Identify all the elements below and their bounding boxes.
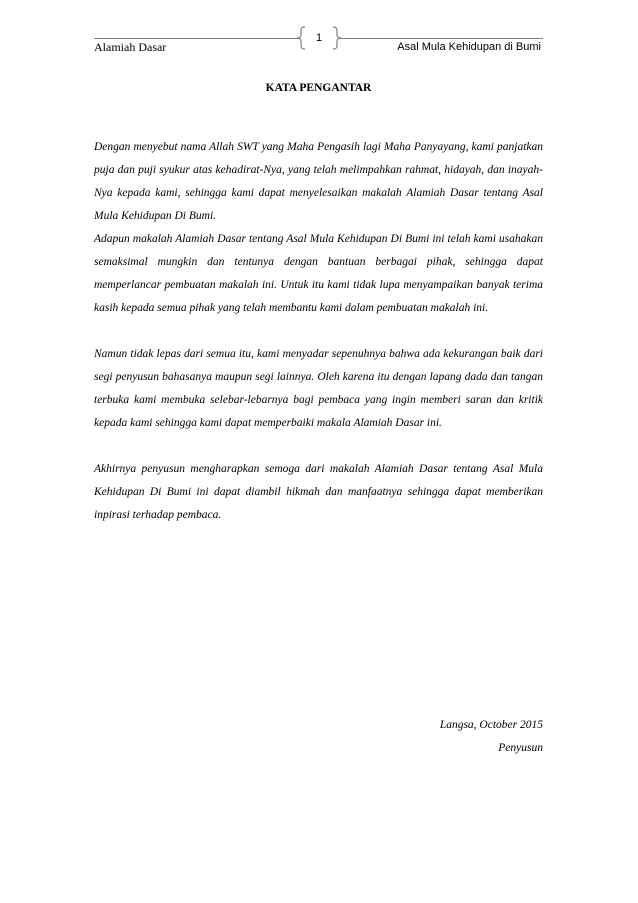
paragraph-1: Dengan menyebut nama Allah SWT yang Maha Pengasih lagi Maha Panyayang, kami panjatkan puja dan puji syukur atas kehadirat-Nya, yang telah melimpahkan rahmat, hidayah, dan inayah-Nya kepada kami, sehingga kami dapat menyelesaikan makalah Alamiah Dasar tentang Asal Mula Kehidupan Di Bumi. [94, 141, 543, 222]
header-left-title: Alamiah Dasar [94, 40, 167, 54]
header-rule-left [94, 38, 300, 39]
paragraph-2: Adapun makalah Alamiah Dasar tentang Asal Mula Kehidupan Di Bumi ini telah kami usahakan semaksimal mungkin dan tentunya dengan bantuan berbagai pihak, sehingga dapat memperlancar pembuatan makalah ini. Untuk itu kami tidak lupa menyampaikan banyak terima kasih kepada semua pihak yang telah membantu kami dalam pembuatan makalah ini. [94, 233, 543, 314]
header-right-title: Asal Mula Kehidupan di Bumi [397, 41, 541, 53]
header-rule-right [338, 38, 543, 39]
body-text [94, 136, 543, 527]
place-date: Langsa, October 2015 [439, 719, 543, 731]
page-title: KATA PENGANTAR [265, 82, 372, 94]
paragraph-3: Namun tidak lepas dari semua itu, kami menyadar sepenuhnya bahwa ada kekurangan baik dari segi penyusun bahasanya maupun segi lainnya. Oleh karena itu dengan lapang dada dan tangan terbuka kami membuka selebar-lebarnya bagi pembaca yang ingin memberi saran dan kritik kepada kami sehingga kami dapat memperbaiki makala Alamiah Dasar ini. [94, 348, 543, 429]
signature: Penyusun [498, 742, 543, 754]
closing-block [294, 714, 543, 760]
paragraph-4: Akhirnya penyusun mengharapkan semoga dari makalah Alamiah Dasar tentang Asal Mula Kehidupan Di Bumi ini dapat diambil hikmah dan manfaatnya sehingga dapat memberikan inpirasi terhadap pembaca. [94, 463, 543, 521]
page-header [0, 0, 638, 60]
page-number: 1 [315, 32, 323, 44]
